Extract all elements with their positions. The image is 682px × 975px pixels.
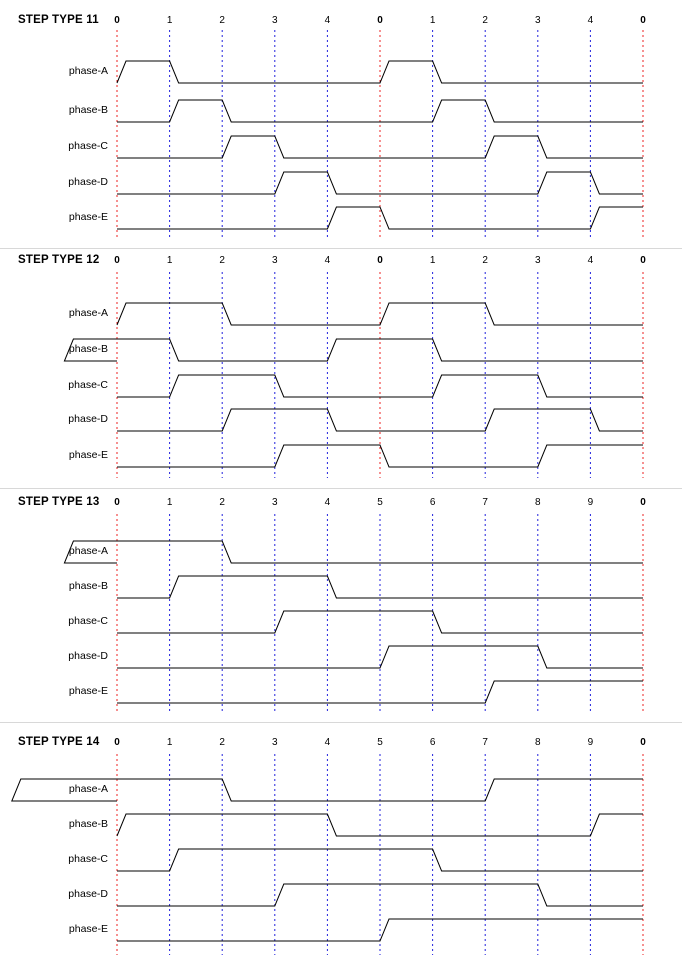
tick-label: 3: [272, 15, 278, 26]
phase-row-label-3: phase-D: [68, 888, 108, 900]
tick-label: 6: [429, 737, 436, 748]
phase-row-label-0: phase-A: [68, 65, 108, 77]
phase-row-label-3: phase-D: [68, 413, 108, 425]
phase-row-label-0: phase-A: [68, 307, 108, 319]
waveform-phase-A: [117, 303, 643, 325]
tick-label: 9: [587, 497, 594, 508]
block-title-step-type-14: STEP TYPE 14: [18, 736, 100, 748]
tick-label: 0: [377, 255, 383, 266]
phase-row-label-1: phase-B: [68, 580, 108, 592]
tick-label: 3: [272, 255, 278, 266]
tick-label: 0: [640, 497, 646, 508]
tick-label: 4: [324, 15, 331, 26]
tick-label: 2: [219, 737, 225, 748]
tick-label: 2: [219, 497, 225, 508]
tick-label: 7: [482, 497, 488, 508]
phase-row-label-0: phase-A: [68, 545, 108, 557]
block-separator: [0, 248, 682, 249]
tick-label: 3: [535, 15, 541, 26]
waveform-phase-A: [64, 541, 643, 563]
tick-label: 1: [166, 255, 173, 266]
phase-row-label-4: phase-E: [68, 211, 108, 223]
phase-row-label-4: phase-E: [68, 449, 108, 461]
tick-label: 0: [114, 255, 120, 266]
tick-label: 9: [587, 737, 594, 748]
tick-label: 5: [377, 497, 383, 508]
tick-label: 3: [272, 737, 278, 748]
waveform-phase-E: [117, 681, 643, 703]
waveform-phase-B: [117, 576, 643, 598]
tick-label: 7: [482, 737, 488, 748]
tick-label: 8: [535, 497, 541, 508]
tick-label: 0: [640, 737, 646, 748]
phase-row-label-3: phase-D: [68, 176, 108, 188]
tick-label: 1: [166, 15, 173, 26]
phase-row-label-4: phase-E: [68, 685, 108, 697]
block-separator: [0, 488, 682, 489]
tick-label: 0: [377, 15, 383, 26]
tick-label: 8: [535, 737, 541, 748]
tick-label: 4: [324, 737, 331, 748]
tick-label: 5: [377, 737, 383, 748]
phase-row-label-1: phase-B: [68, 104, 108, 116]
tick-label: 0: [640, 255, 646, 266]
waveform-phase-C: [117, 849, 643, 871]
waveform-phase-E: [117, 207, 643, 229]
waveform-phase-A: [117, 61, 643, 83]
tick-label: 4: [324, 255, 331, 266]
phase-row-label-3: phase-D: [68, 650, 108, 662]
phase-row-label-2: phase-C: [68, 140, 108, 152]
waveform-phase-E: [117, 919, 643, 941]
block-separator: [0, 722, 682, 723]
tick-label: 2: [219, 255, 225, 266]
waveform-phase-B: [117, 100, 643, 122]
tick-label: 1: [166, 737, 173, 748]
phase-row-label-0: phase-A: [68, 783, 108, 795]
block-title-step-type-13: STEP TYPE 13: [18, 496, 100, 508]
block-title-step-type-11: STEP TYPE 11: [18, 14, 99, 26]
phase-row-label-1: phase-B: [68, 818, 108, 830]
tick-label: 4: [587, 15, 594, 26]
tick-label: 0: [114, 497, 120, 508]
tick-label: 4: [587, 255, 594, 266]
phase-row-label-2: phase-C: [68, 615, 108, 627]
tick-label: 2: [482, 255, 488, 266]
phase-row-label-4: phase-E: [68, 923, 108, 935]
tick-label: 3: [272, 497, 278, 508]
phase-row-label-2: phase-C: [68, 379, 108, 391]
tick-label: 0: [114, 737, 120, 748]
tick-label: 0: [114, 15, 120, 26]
waveform-phase-B: [64, 339, 643, 361]
tick-label: 1: [166, 497, 173, 508]
waveform-phase-D: [117, 172, 643, 194]
waveform-phase-B: [117, 814, 643, 836]
waveform-phase-E: [117, 445, 643, 467]
waveform-phase-D: [117, 884, 643, 906]
tick-label: 2: [482, 15, 488, 26]
tick-label: 0: [640, 15, 646, 26]
tick-label: 2: [219, 15, 225, 26]
tick-label: 4: [324, 497, 331, 508]
waveform-phase-D: [117, 409, 643, 431]
phase-row-label-1: phase-B: [68, 343, 108, 355]
tick-label: 6: [429, 497, 436, 508]
tick-label: 3: [535, 255, 541, 266]
tick-label: 1: [429, 15, 436, 26]
tick-label: 1: [429, 255, 436, 266]
block-title-step-type-12: STEP TYPE 12: [18, 254, 100, 266]
waveform-phase-D: [117, 646, 643, 668]
waveform-phase-C: [117, 136, 643, 158]
waveform-phase-C: [117, 611, 643, 633]
phase-row-label-2: phase-C: [68, 853, 108, 865]
waveform-phase-C: [117, 375, 643, 397]
